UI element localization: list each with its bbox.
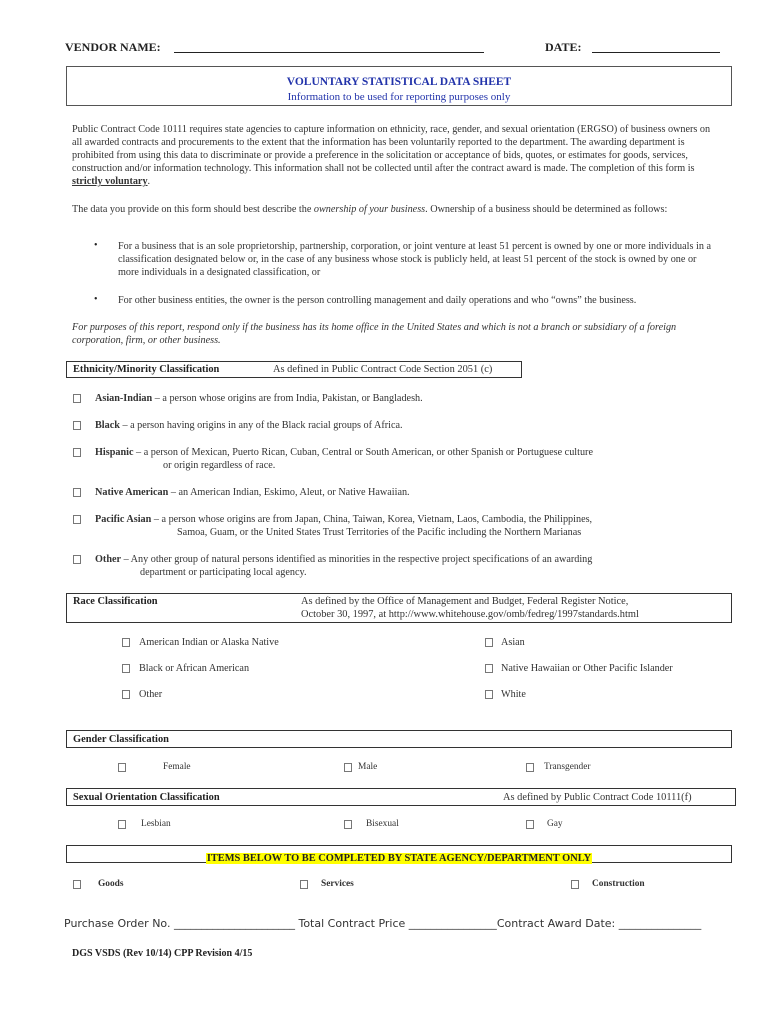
checkbox[interactable] <box>73 448 81 457</box>
ethnicity-other[interactable] <box>73 553 713 581</box>
checkbox[interactable] <box>73 394 81 403</box>
form-revision: DGS VSDS (Rev 10/14) CPP Revision 4/15 <box>72 948 253 959</box>
option-desc: – Any other group of natural persons identified as minorities in the respective project specifications of an awarding <box>121 554 593 565</box>
option-desc: – a person having origins in any of the Black racial groups of Africa. <box>119 420 403 431</box>
option-label: Bisexual <box>366 819 399 829</box>
date-label: DATE: <box>545 40 582 54</box>
orientation-header: Sexual Orientation Classification <box>73 792 220 803</box>
checkbox[interactable] <box>122 664 130 673</box>
option-label: Services <box>321 879 354 889</box>
checkbox[interactable] <box>73 555 81 564</box>
option-label: Lesbian <box>141 819 171 829</box>
checkbox[interactable] <box>485 664 493 673</box>
checkbox[interactable] <box>122 638 130 647</box>
gender-header-box <box>66 730 732 748</box>
purchase-order-field[interactable]: Purchase Order No. ______________________ <box>64 917 295 930</box>
ethnicity-hispanic[interactable] <box>73 446 713 474</box>
checkbox[interactable] <box>571 880 579 889</box>
checkbox[interactable] <box>73 421 81 430</box>
option-desc: – a person of Mexican, Puerto Rican, Cuban, Central or South American, or other Spanish or Portuguese culture <box>133 447 593 458</box>
race-header-box <box>66 593 732 623</box>
award-date-field[interactable]: Contract Award Date: _______________ <box>496 917 702 930</box>
option-label: White <box>501 689 526 700</box>
option-label: Native American <box>95 487 169 498</box>
bullet-2: For other business entities, the owner is the person controlling management and daily operations and who “owns” the business. <box>118 295 637 306</box>
gender-header: Gender Classification <box>73 734 169 745</box>
option-desc-cont: department or participating local agency. <box>140 567 307 578</box>
bullet-dot-1: • <box>94 240 98 251</box>
checkbox[interactable] <box>300 880 308 889</box>
vendor-name-label: VENDOR NAME: <box>65 40 161 54</box>
checkbox[interactable] <box>526 763 534 772</box>
ownership-end: . Ownership of a business should be determined as follows: <box>425 204 668 215</box>
option-label: Asian <box>501 637 525 648</box>
checkbox[interactable] <box>73 515 81 524</box>
checkbox[interactable] <box>118 820 126 829</box>
home-office-note: For purposes of this report, respond only if the business has its home office in the United States and which is not a branch or subsidiary of a foreign corporation, firm, or other business. <box>72 322 677 346</box>
date-field[interactable] <box>592 40 720 53</box>
option-desc: – an American Indian, Eskimo, Aleut, or Native Hawaiian. <box>168 487 410 498</box>
form-subtitle: Information to be used for reporting purposes only <box>287 91 511 103</box>
agency-banner-text: ITEMS BELOW TO BE COMPLETED BY STATE AGENCY/DEPARTMENT ONLY <box>206 853 592 864</box>
vendor-name-field[interactable] <box>174 40 484 53</box>
ownership-text: The data you provide on this form should best describe the <box>72 204 312 215</box>
ownership-emph: ownership of your business <box>313 204 426 215</box>
agency-banner-box <box>66 845 732 863</box>
checkbox[interactable] <box>344 763 352 772</box>
race-header: Race Classification <box>73 596 158 607</box>
race-defined-1: As defined by the Office of Management and Budget, Federal Register Notice, <box>301 596 629 607</box>
strictly-voluntary: strictly voluntary <box>72 176 148 187</box>
bullet-1: For a business that is an sole proprietorship, partnership, corporation, or joint venture at least 51 percent is owned by one or more individuals in a classification designated below or, in the case of any business whose stock is publicly held, at least 51 percent of the stock is owned by one or more individuals in a designated classification, or <box>118 241 712 278</box>
option-label: Pacific Asian <box>95 514 152 525</box>
race-defined-2: October 30, 1997, at http://www.whitehouse.gov/omb/fedreg/1997standards.html <box>301 609 639 620</box>
option-label: Hispanic <box>95 447 134 458</box>
bullet-dot-2: • <box>94 294 98 305</box>
intro-text: Public Contract Code 10111 requires state agencies to capture information on ethnicity, race, gender, and sexual orientation (ERGSO) of business owners on all awarded contracts and procurements to the extent that the information has been voluntarily reported to the department. The awarding department is prohibited from using this data to discriminate or provide a preference in the solicitation or acceptance of bids, quotes, or estimates for goods, services, construction and/or information technology. This information shall not be collected until after the contract award is made. The completion of this form is <box>72 124 711 174</box>
checkbox[interactable] <box>122 690 130 699</box>
ethnicity-pacific-asian[interactable] <box>73 513 713 541</box>
option-label: Goods <box>98 879 124 889</box>
option-label: Black <box>95 420 120 431</box>
orientation-header-box <box>66 788 736 806</box>
title-box <box>66 66 732 106</box>
option-label: Construction <box>592 879 645 889</box>
form-title: VOLUNTARY STATISTICAL DATA SHEET <box>286 76 512 88</box>
total-price-field[interactable]: Total Contract Price ________________ <box>298 917 497 930</box>
checkbox[interactable] <box>73 880 81 889</box>
option-desc: – a person whose origins are from Japan, China, Taiwan, Korea, Vietnam, Laos, Cambodia, the Philippines, <box>151 514 593 525</box>
checkbox[interactable] <box>73 488 81 497</box>
option-desc: – a person whose origins are from India, Pakistan, or Bangladesh. <box>152 393 423 404</box>
option-label: Asian-Indian <box>95 393 153 404</box>
option-label: Male <box>358 762 378 772</box>
option-label: Transgender <box>544 762 591 772</box>
orientation-defined: As defined by Public Contract Code 10111(f) <box>503 792 692 803</box>
option-label: Other <box>95 554 122 565</box>
ethnicity-header-box <box>66 361 522 378</box>
option-label: American Indian or Alaska Native <box>139 637 279 648</box>
option-label: Gay <box>547 819 563 829</box>
option-label: Black or African American <box>139 663 250 674</box>
option-label: Female <box>163 762 191 772</box>
option-desc-cont: or origin regardless of race. <box>163 460 276 471</box>
contract-info-line <box>64 917 701 930</box>
checkbox[interactable] <box>526 820 534 829</box>
intro-paragraph <box>72 123 722 188</box>
ethnicity-defined: As defined in Public Contract Code Section 2051 (c) <box>273 364 493 375</box>
ownership-paragraph <box>72 203 722 216</box>
intro-end: . <box>147 176 151 187</box>
option-label: Other <box>139 689 163 700</box>
option-label: Native Hawaiian or Other Pacific Islander <box>501 663 673 674</box>
ethnicity-header: Ethnicity/Minority Classification <box>73 364 220 375</box>
checkbox[interactable] <box>485 638 493 647</box>
checkbox[interactable] <box>118 763 126 772</box>
option-desc-cont: Samoa, Guam, or the United States Trust Territories of the Pacific including the Northern Marianas <box>177 527 582 538</box>
checkbox[interactable] <box>344 820 352 829</box>
checkbox[interactable] <box>485 690 493 699</box>
